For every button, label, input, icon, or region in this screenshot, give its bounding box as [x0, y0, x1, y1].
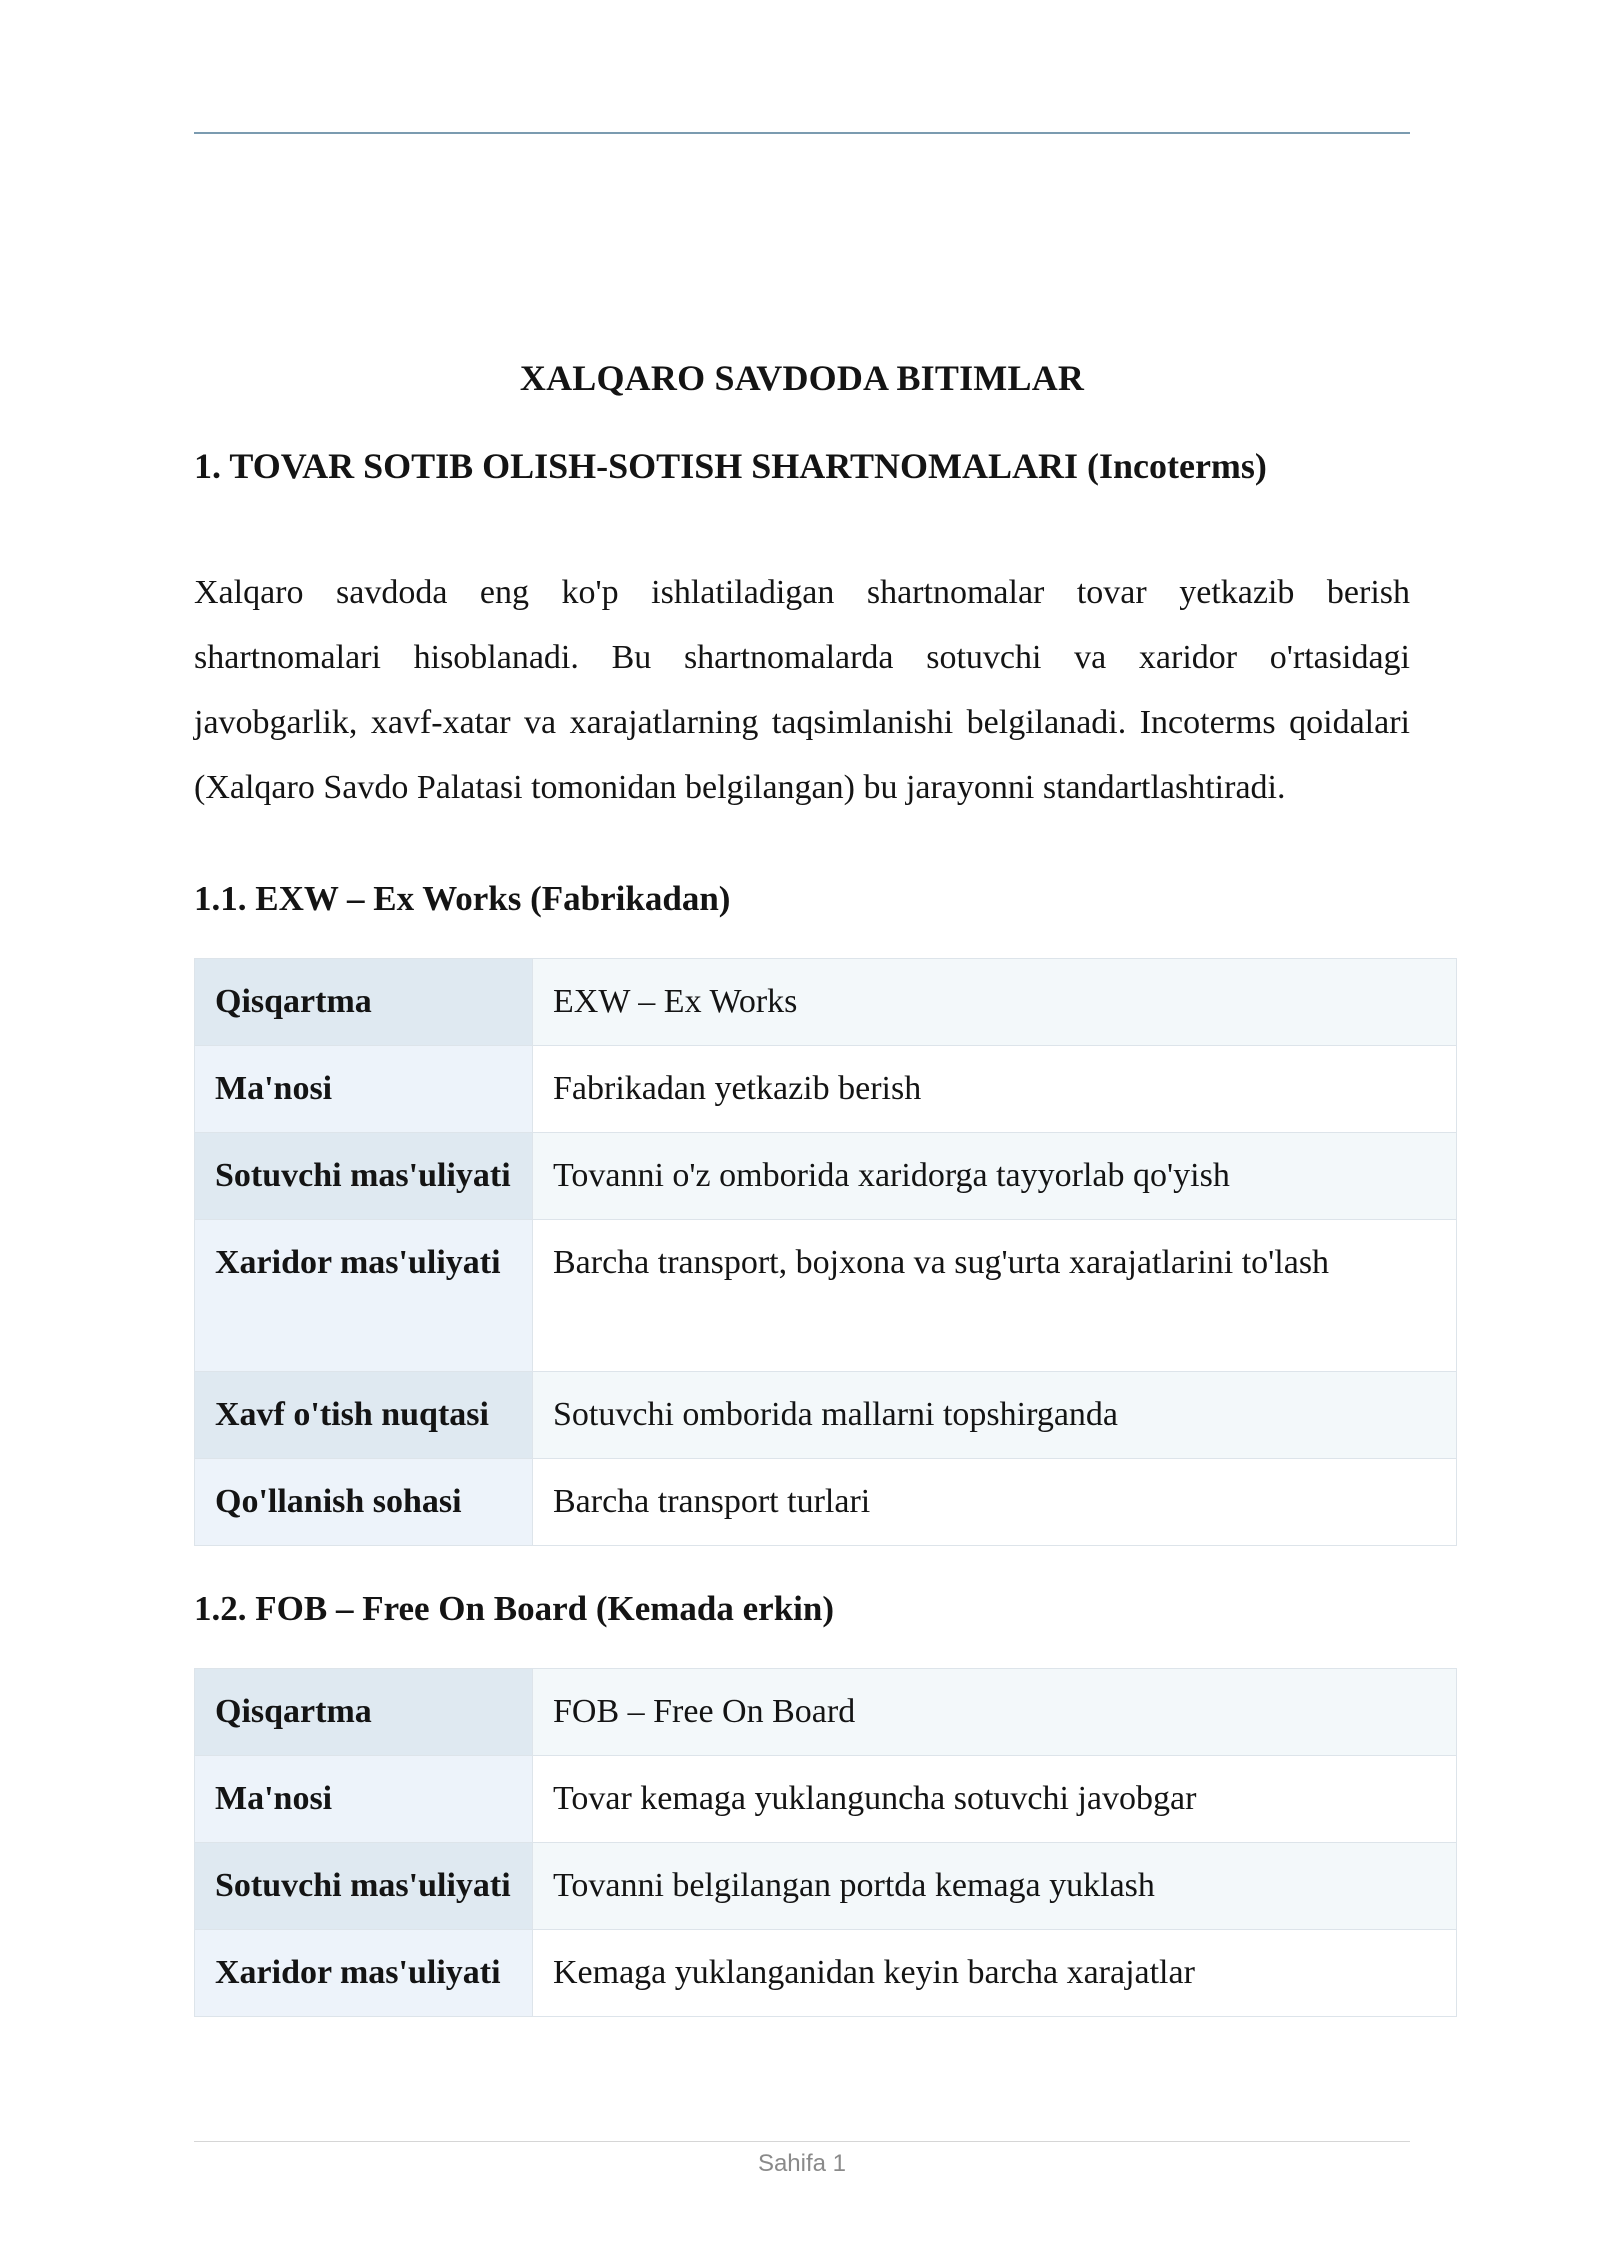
row-label: Qisqartma — [195, 959, 533, 1046]
table-row — [195, 1669, 1457, 1756]
row-label: Sotuvchi mas'uliyati — [195, 1133, 533, 1220]
intro-paragraph: Xalqaro savdoda eng ko'p ishlatiladigan shartnomalar tovar yetkazib berish shartnomalari hisoblanadi. Bu shartnomalarda sotuvchi va xaridor o'rtasidagi javobgarlik, xavf-xatar va xarajatlarning taqsimlanishi belgilanadi. Incoterms qoidalari (Xalqaro Savdo Palatasi tomonidan belgilangan) bu jarayonni standartlashtiradi. — [194, 574, 1410, 806]
row-label: Sotuvchi mas'uliyati — [195, 1843, 533, 1930]
row-label: Ma'nosi — [195, 1046, 533, 1133]
table-row — [195, 1756, 1457, 1843]
page-content — [194, 350, 1410, 2055]
table-row — [195, 1930, 1457, 2017]
row-value: Barcha transport turlari — [533, 1459, 1457, 1546]
table-row — [195, 1843, 1457, 1930]
row-label: Qisqartma — [195, 1669, 533, 1756]
footer-divider — [194, 2141, 1410, 2142]
row-label: Qo'llanish sohasi — [195, 1459, 533, 1546]
exw-heading: 1.1. EXW – Ex Works (Fabrikadan) — [194, 879, 731, 918]
header-divider — [194, 132, 1410, 134]
page-number: Sahifa 1 — [757, 2150, 847, 2177]
table-row — [195, 1372, 1457, 1459]
row-value: Tovanni o'z omborida xaridorga tayyorlab qo'yish — [533, 1133, 1457, 1220]
row-label: Xavf o'tish nuqtasi — [195, 1372, 533, 1459]
table-row — [195, 1133, 1457, 1220]
section-heading: 1. TOVAR SOTIB OLISH-SOTISH SHARTNOMALARI (Incoterms) — [194, 446, 1267, 486]
row-value: Barcha transport, bojxona va sug'urta xarajatlarini to'lash — [533, 1220, 1457, 1372]
document-title: XALQARO SAVDODA BITIMLAR — [519, 358, 1085, 398]
row-value: Kemaga yuklanganidan keyin barcha xarajatlar — [533, 1930, 1457, 2017]
row-label: Xaridor mas'uliyati — [195, 1220, 533, 1372]
table-row — [195, 1220, 1457, 1372]
table-row — [195, 1046, 1457, 1133]
fob-table — [194, 1668, 1457, 2017]
row-value: EXW – Ex Works — [533, 959, 1457, 1046]
table-row — [195, 959, 1457, 1046]
row-label: Ma'nosi — [195, 1756, 533, 1843]
row-value: Tovanni belgilangan portda kemaga yuklash — [533, 1843, 1457, 1930]
row-value: Fabrikadan yetkazib berish — [533, 1046, 1457, 1133]
exw-table — [194, 958, 1457, 1546]
row-value: Tovar kemaga yuklanguncha sotuvchi javobgar — [533, 1756, 1457, 1843]
row-value: FOB – Free On Board — [533, 1669, 1457, 1756]
fob-heading: 1.2. FOB – Free On Board (Kemada erkin) — [194, 1589, 834, 1628]
row-label: Xaridor mas'uliyati — [195, 1930, 533, 2017]
row-value: Sotuvchi omborida mallarni topshirganda — [533, 1372, 1457, 1459]
table-row — [195, 1459, 1457, 1546]
